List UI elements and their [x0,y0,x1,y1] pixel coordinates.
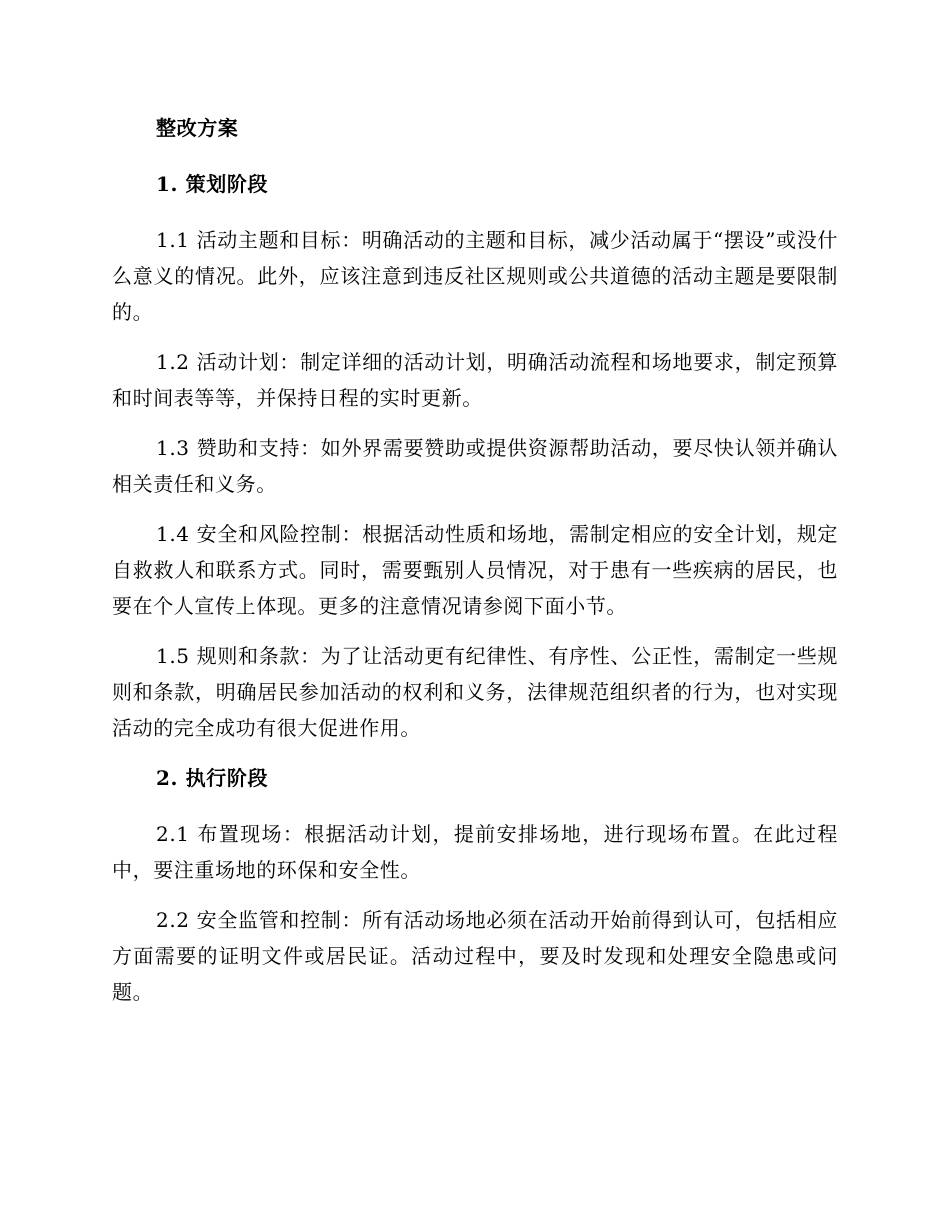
document-title: 整改方案 [156,116,239,140]
paragraph-2-1: 2.1 布置现场：根据活动计划，提前安排场地，进行现场布置。在此过程中，要注重场地的环保和安全性。 [112,822,838,882]
paragraph-1-3: 1.3 赞助和支持：如外界需要赞助或提供资源帮助活动，要尽快认领并确认相关责任和义务。 [112,436,838,496]
section-2-heading: 2. 执行阶段 [156,766,269,790]
paragraph-1-2: 1.2 活动计划：制定详细的活动计划，明确活动流程和场地要求，制定预算和时间表等等，并保持日程的实时更新。 [112,350,838,410]
paragraph-1-5: 1.5 规则和条款：为了让活动更有纪律性、有序性、公正性，需制定一些规则和条款，明确居民参加活动的权利和义务，法律规范组织者的行为，也对实现活动的完全成功有很大促进作用。 [112,644,838,740]
paragraph-2-2: 2.2 安全监管和控制：所有活动场地必须在活动开始前得到认可，包括相应方面需要的证明文件或居民证。活动过程中，要及时发现和处理安全隐患或问题。 [112,908,838,1004]
section-1-heading: 1. 策划阶段 [156,172,269,196]
paragraph-1-1: 1.1 活动主题和目标：明确活动的主题和目标，减少活动属于“摆设”或没什么意义的情况。此外，应该注意到违反社区规则或公共道德的活动主题是要限制的。 [112,228,838,324]
paragraph-1-4: 1.4 安全和风险控制：根据活动性质和场地，需制定相应的安全计划，规定自救救人和联系方式。同时，需要甄别人员情况，对于患有一些疾病的居民，也要在个人宣传上体现。更多的注意情况请参阅下面小节。 [112,522,838,618]
